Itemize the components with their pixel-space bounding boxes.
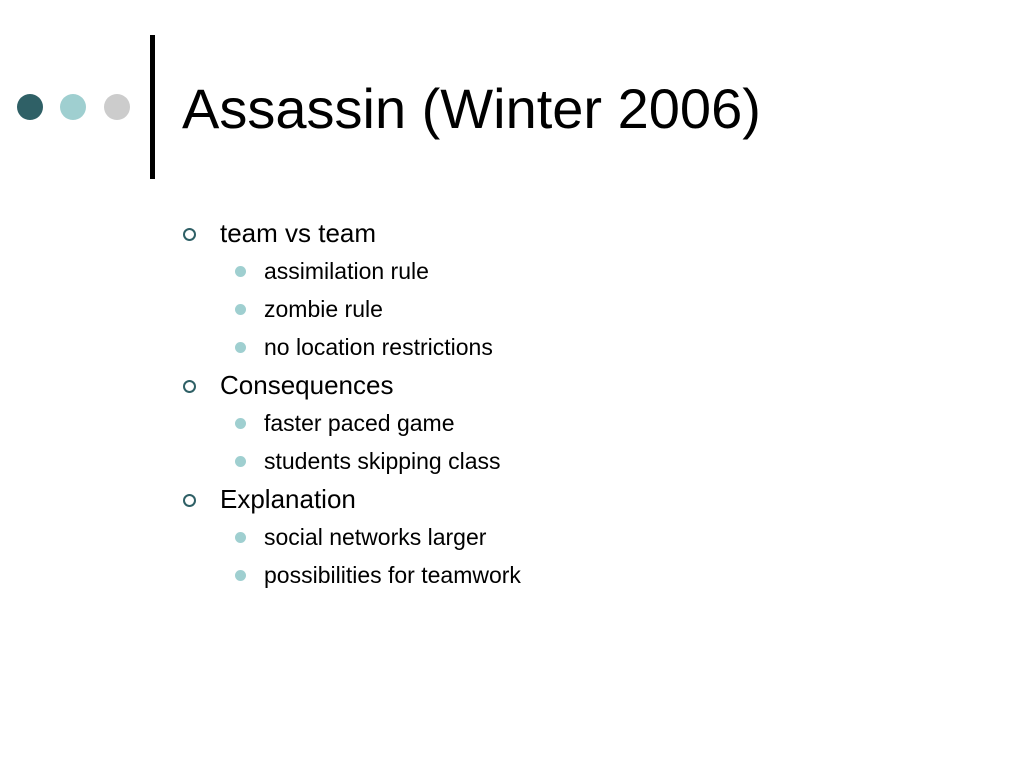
dot-bullet-icon: [235, 418, 246, 429]
bullet-text: Consequences: [220, 370, 394, 400]
decorative-dot-light: [60, 94, 86, 120]
title-divider: [150, 35, 155, 179]
sub-bullet-item: [180, 518, 1000, 556]
bullet-text: Explanation: [220, 484, 356, 514]
sub-bullet-item: [180, 252, 1000, 290]
bullet-list: [180, 214, 1000, 594]
dot-bullet-icon: [235, 342, 246, 353]
sub-bullet-text: no location restrictions: [264, 334, 493, 360]
ring-bullet-icon: [183, 228, 196, 241]
dot-bullet-icon: [235, 532, 246, 543]
sub-bullet-text: faster paced game: [264, 410, 455, 436]
bullet-item: [180, 214, 1000, 252]
sub-bullet-text: social networks larger: [264, 524, 487, 550]
sub-bullet-text: students skipping class: [264, 448, 501, 474]
dot-bullet-icon: [235, 304, 246, 315]
bullet-item: [180, 480, 1000, 518]
sub-bullet-item: [180, 404, 1000, 442]
sub-bullet-text: possibilities for teamwork: [264, 562, 521, 588]
dot-bullet-icon: [235, 456, 246, 467]
sub-bullet-text: assimilation rule: [264, 258, 429, 284]
decorative-dot-dark: [17, 94, 43, 120]
bullet-text: team vs team: [220, 218, 377, 248]
sub-bullet-item: [180, 290, 1000, 328]
bullet-item: [180, 366, 1000, 404]
sub-bullet-item: [180, 442, 1000, 480]
ring-bullet-icon: [183, 380, 196, 393]
decorative-dot-gray: [104, 94, 130, 120]
sub-bullet-item: [180, 328, 1000, 366]
dot-bullet-icon: [235, 570, 246, 581]
ring-bullet-icon: [183, 494, 196, 507]
dot-bullet-icon: [235, 266, 246, 277]
sub-bullet-text: zombie rule: [264, 296, 383, 322]
sub-bullet-item: [180, 556, 1000, 594]
slide-title: Assassin (Winter 2006): [182, 77, 761, 140]
